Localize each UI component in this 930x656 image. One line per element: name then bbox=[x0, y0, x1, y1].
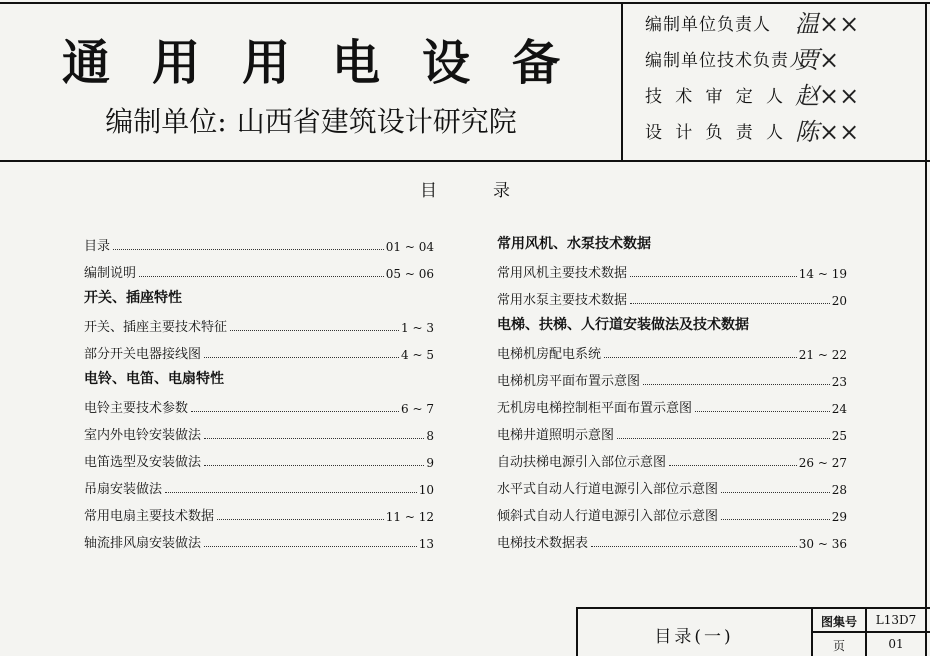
toc-entry-pages: 14 ~ 19 bbox=[798, 267, 847, 281]
organization-label: 编制单位: bbox=[105, 105, 227, 138]
toc-entry bbox=[84, 313, 434, 335]
toc-entry-pages: 21 ~ 22 bbox=[798, 348, 847, 362]
toc-entry bbox=[497, 475, 847, 497]
toc-heading: 目录 bbox=[420, 181, 566, 201]
toc-entry-label: 吊扇安装做法 bbox=[84, 482, 163, 497]
header-bottom-rule bbox=[0, 160, 930, 162]
toc-leader-dots bbox=[721, 492, 830, 493]
toc-entry bbox=[84, 394, 434, 416]
toc-leader-dots bbox=[204, 438, 424, 439]
toc-entry bbox=[497, 502, 847, 524]
approval-role-label: 编制单位负责人 bbox=[645, 15, 771, 35]
organization-line bbox=[0, 100, 622, 140]
toc-entry-label: 电梯机房平面布置示意图 bbox=[497, 374, 641, 389]
toc-entry bbox=[497, 286, 847, 308]
toc-entry-pages: 29 bbox=[831, 510, 847, 524]
toc-entry bbox=[84, 421, 434, 443]
approval-role bbox=[645, 10, 771, 35]
toc-leader-dots bbox=[204, 546, 417, 547]
toc-leader-dots bbox=[630, 276, 797, 277]
footer-title: 目录(一) bbox=[654, 627, 734, 647]
toc-entry bbox=[84, 475, 434, 497]
toc-entry-label: 电铃主要技术参数 bbox=[84, 401, 189, 416]
organization-name: 山西省建筑设计研究院 bbox=[236, 105, 517, 138]
toc-entry bbox=[497, 394, 847, 416]
toc-entry-pages: 9 bbox=[426, 456, 434, 470]
signature: 贾× bbox=[795, 46, 840, 74]
toc-entry-label: 部分开关电器接线图 bbox=[84, 347, 202, 362]
toc-entry-pages: 10 bbox=[418, 483, 434, 497]
toc-leader-dots bbox=[591, 546, 797, 547]
toc-entry-pages: 25 bbox=[831, 429, 847, 443]
footer-mid-rule bbox=[811, 631, 930, 633]
toc-entry bbox=[84, 448, 434, 470]
signature: 温×× bbox=[795, 10, 860, 38]
toc-leader-dots bbox=[604, 357, 797, 358]
signature: 陈×× bbox=[795, 118, 860, 146]
right-border bbox=[925, 2, 927, 656]
footer-top-rule bbox=[576, 607, 930, 609]
toc-leader-dots bbox=[204, 357, 399, 358]
toc-entry-pages: 30 ~ 36 bbox=[798, 537, 847, 551]
toc-entry-label: 电梯机房配电系统 bbox=[497, 347, 602, 362]
toc-leader-dots bbox=[230, 330, 399, 331]
toc-entry bbox=[497, 421, 847, 443]
toc-entry bbox=[497, 367, 847, 389]
toc-entry-pages: 05 ~ 06 bbox=[385, 267, 434, 281]
toc-entry bbox=[497, 340, 847, 362]
toc-entry bbox=[84, 529, 434, 551]
toc-entry-label: 电梯技术数据表 bbox=[497, 536, 589, 551]
toc-entry-label: 水平式自动人行道电源引入部位示意图 bbox=[497, 482, 719, 497]
toc-entry-label: 电笛选型及安装做法 bbox=[84, 455, 202, 470]
toc-section-heading: 常用风机、水泵技术数据 bbox=[497, 236, 651, 252]
toc-entry bbox=[497, 259, 847, 281]
toc-entry-pages: 11 ~ 12 bbox=[385, 510, 434, 524]
approval-role bbox=[645, 118, 783, 143]
toc-leader-dots bbox=[191, 411, 399, 412]
toc-entry-label: 无机房电梯控制柜平面布置示意图 bbox=[497, 401, 693, 416]
toc-entry bbox=[497, 448, 847, 470]
atlas-number: L13D7 bbox=[875, 613, 917, 627]
toc-entry-pages: 1 ~ 3 bbox=[401, 321, 434, 335]
toc-entry-pages: 24 bbox=[831, 402, 847, 416]
page-label: 页 bbox=[832, 639, 845, 653]
toc-leader-dots bbox=[695, 411, 830, 412]
toc-entry-pages: 13 bbox=[418, 537, 434, 551]
document-title: 通用用电设备 bbox=[61, 35, 602, 91]
toc-entry bbox=[497, 529, 847, 551]
toc-entry bbox=[84, 259, 434, 281]
toc-entry-label: 常用水泵主要技术数据 bbox=[497, 293, 628, 308]
approval-role-label: 设 计 负 责 人 bbox=[645, 123, 783, 143]
toc-leader-dots bbox=[643, 384, 830, 385]
toc-entry-label: 开关、插座主要技术特征 bbox=[84, 320, 228, 335]
toc-section-heading: 开关、插座特性 bbox=[84, 290, 182, 306]
toc-entry-label: 倾斜式自动人行道电源引入部位示意图 bbox=[497, 509, 719, 524]
toc-entry-label: 室内外电铃安装做法 bbox=[84, 428, 202, 443]
toc-entry-pages: 4 ~ 5 bbox=[401, 348, 434, 362]
toc-leader-dots bbox=[204, 465, 424, 466]
toc-entry-label: 常用风机主要技术数据 bbox=[497, 266, 628, 281]
toc-entry-label: 目录 bbox=[84, 239, 111, 254]
toc-leader-dots bbox=[113, 249, 384, 250]
toc-entry bbox=[84, 340, 434, 362]
toc-entry bbox=[84, 232, 434, 254]
toc-leader-dots bbox=[165, 492, 417, 493]
toc-entry-label: 电梯井道照明示意图 bbox=[497, 428, 615, 443]
top-border bbox=[0, 2, 930, 4]
toc-entry-label: 常用电扇主要技术数据 bbox=[84, 509, 215, 524]
approval-role bbox=[645, 46, 807, 71]
toc-leader-dots bbox=[721, 519, 830, 520]
toc-leader-dots bbox=[217, 519, 384, 520]
toc-entry-label: 编制说明 bbox=[84, 266, 137, 281]
signature: 赵×× bbox=[795, 82, 860, 110]
toc-entry-pages: 26 ~ 27 bbox=[798, 456, 847, 470]
toc-entry-pages: 23 bbox=[831, 375, 847, 389]
toc-entry-label: 轴流排风扇安装做法 bbox=[84, 536, 202, 551]
toc-leader-dots bbox=[669, 465, 797, 466]
atlas-number-label: 图集号 bbox=[820, 615, 857, 629]
toc-section-heading: 电梯、扶梯、人行道安装做法及技术数据 bbox=[497, 317, 749, 333]
toc-entry-pages: 6 ~ 7 bbox=[401, 402, 434, 416]
toc-entry-pages: 28 bbox=[831, 483, 847, 497]
toc-entry-pages: 20 bbox=[831, 294, 847, 308]
toc-section-heading: 电铃、电笛、电扇特性 bbox=[84, 371, 224, 387]
toc-entry bbox=[84, 502, 434, 524]
approval-role-label: 编制单位技术负责人 bbox=[645, 51, 807, 71]
toc-entry-pages: 01 ~ 04 bbox=[385, 240, 434, 254]
toc-entry-pages: 8 bbox=[426, 429, 434, 443]
approval-role-label: 技 术 审 定 人 bbox=[645, 87, 783, 107]
toc-leader-dots bbox=[630, 303, 830, 304]
toc-entry-label: 自动扶梯电源引入部位示意图 bbox=[497, 455, 667, 470]
toc-leader-dots bbox=[617, 438, 830, 439]
approval-role bbox=[645, 82, 783, 107]
page-number: 01 bbox=[888, 637, 904, 651]
toc-leader-dots bbox=[139, 276, 384, 277]
